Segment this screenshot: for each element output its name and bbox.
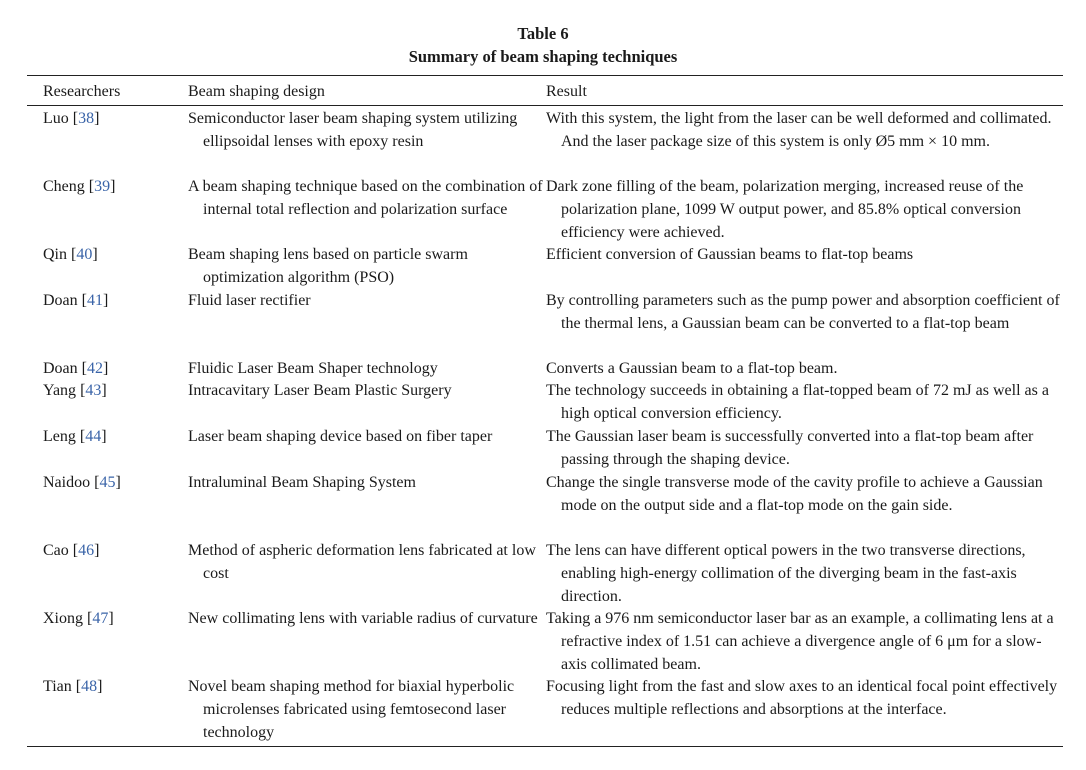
design-cell: A beam shaping technique based on the combination of internal total reflection and polarization surface [188, 178, 543, 218]
reference-link[interactable]: 44 [85, 428, 102, 445]
result-cell: Taking a 976 nm semiconductor laser bar as an example, a collimating lens at a refractive index of 1.51 can achieve a divergence angle of 6 μm for a slow-axis collimated beam. [546, 610, 1054, 673]
researcher-name: Yang [43, 382, 77, 399]
researcher-cell: Naidoo [45] [43, 474, 121, 491]
result-cell: The Gaussian laser beam is successfully converted into a flat-top beam after passing through the shaping device. [546, 428, 1034, 468]
bottom-rule [27, 746, 1063, 747]
researcher-cell: Cheng [39] [43, 178, 116, 195]
table-caption-number: Table 6 [517, 24, 569, 43]
reference-link[interactable]: 38 [78, 110, 95, 127]
researcher-cell: Doan [42] [43, 360, 109, 377]
design-cell: Semiconductor laser beam shaping system utilizing ellipsoidal lenses with epoxy resin [188, 110, 518, 150]
researcher-name: Xiong [43, 610, 83, 627]
reference-link[interactable]: 43 [85, 382, 102, 399]
researcher-cell: Luo [38] [43, 110, 100, 127]
design-cell: Method of aspheric deformation lens fabricated at low cost [188, 542, 536, 582]
researcher-name: Tian [43, 678, 72, 695]
researcher-cell: Xiong [47] [43, 610, 114, 627]
reference-link[interactable]: 39 [94, 178, 111, 195]
design-cell: Fluid laser rectifier [188, 292, 311, 309]
design-cell: Fluidic Laser Beam Shaper technology [188, 360, 438, 377]
researcher-name: Qin [43, 246, 67, 263]
researcher-name: Doan [43, 292, 78, 309]
result-cell: The technology succeeds in obtaining a flat-topped beam of 72 mJ as well as a high optical conversion efficiency. [546, 382, 1049, 422]
result-cell: Focusing light from the fast and slow axes to an identical focal point effectively reduces multiple reflections and absorptions at the interface. [546, 678, 1058, 718]
header-researchers: Researchers [43, 83, 121, 100]
researcher-cell: Cao [46] [43, 542, 100, 559]
reference-link[interactable]: 40 [76, 246, 93, 263]
researcher-cell: Yang [43] [43, 382, 107, 399]
result-cell: Converts a Gaussian beam to a flat-top beam. [546, 360, 838, 377]
header-result: Result [546, 83, 587, 100]
researcher-name: Cheng [43, 178, 85, 195]
researcher-name: Naidoo [43, 474, 91, 491]
design-cell: Novel beam shaping method for biaxial hyperbolic microlenses fabricated using femtosecond laser technology [188, 678, 515, 741]
reference-link[interactable]: 46 [78, 542, 95, 559]
researcher-cell: Leng [44] [43, 428, 107, 445]
design-cell: Beam shaping lens based on particle swarm optimization algorithm (PSO) [188, 246, 468, 286]
reference-link[interactable]: 48 [81, 678, 98, 695]
researcher-name: Luo [43, 110, 69, 127]
researcher-cell: Doan [41] [43, 292, 109, 309]
researcher-name: Doan [43, 360, 78, 377]
table-caption-title: Summary of beam shaping techniques [408, 47, 678, 66]
researcher-name: Leng [43, 428, 76, 445]
header-design: Beam shaping design [188, 83, 325, 100]
reference-link[interactable]: 42 [86, 360, 103, 377]
researcher-cell: Tian [48] [43, 678, 103, 695]
reference-link[interactable]: 41 [86, 292, 103, 309]
design-cell: Intraluminal Beam Shaping System [188, 474, 416, 491]
researcher-name: Cao [43, 542, 69, 559]
result-cell: The lens can have different optical powers in the two transverse directions, enabling high-energy collimation of the diverging beam in the fast-axis direction. [546, 542, 1026, 605]
design-cell: Intracavitary Laser Beam Plastic Surgery [188, 382, 452, 399]
reference-link[interactable]: 45 [99, 474, 116, 491]
researcher-cell: Qin [40] [43, 246, 98, 263]
reference-link[interactable]: 47 [92, 610, 109, 627]
result-cell: Dark zone filling of the beam, polarization merging, increased reuse of the polarization plane, 1099 W output power, and 85.8% optical conversion efficiency were achieved. [546, 178, 1024, 241]
result-cell: Change the single transverse mode of the cavity profile to achieve a Gaussian mode on the output side and a flat-top mode on the gain side. [546, 474, 1043, 514]
result-cell: By controlling parameters such as the pump power and absorption coefficient of the thermal lens, a Gaussian beam can be converted to a flat-top beam [546, 292, 1060, 332]
design-cell: New collimating lens with variable radius of curvature [188, 610, 538, 627]
top-rule [27, 75, 1063, 76]
design-cell: Laser beam shaping device based on fiber taper [188, 428, 493, 445]
result-cell: Efficient conversion of Gaussian beams to flat-top beams [546, 246, 914, 263]
result-cell: With this system, the light from the laser can be well deformed and collimated. And the laser package size of this system is only Ø5 mm × 10 mm. [546, 110, 1052, 150]
header-rule [27, 105, 1063, 106]
